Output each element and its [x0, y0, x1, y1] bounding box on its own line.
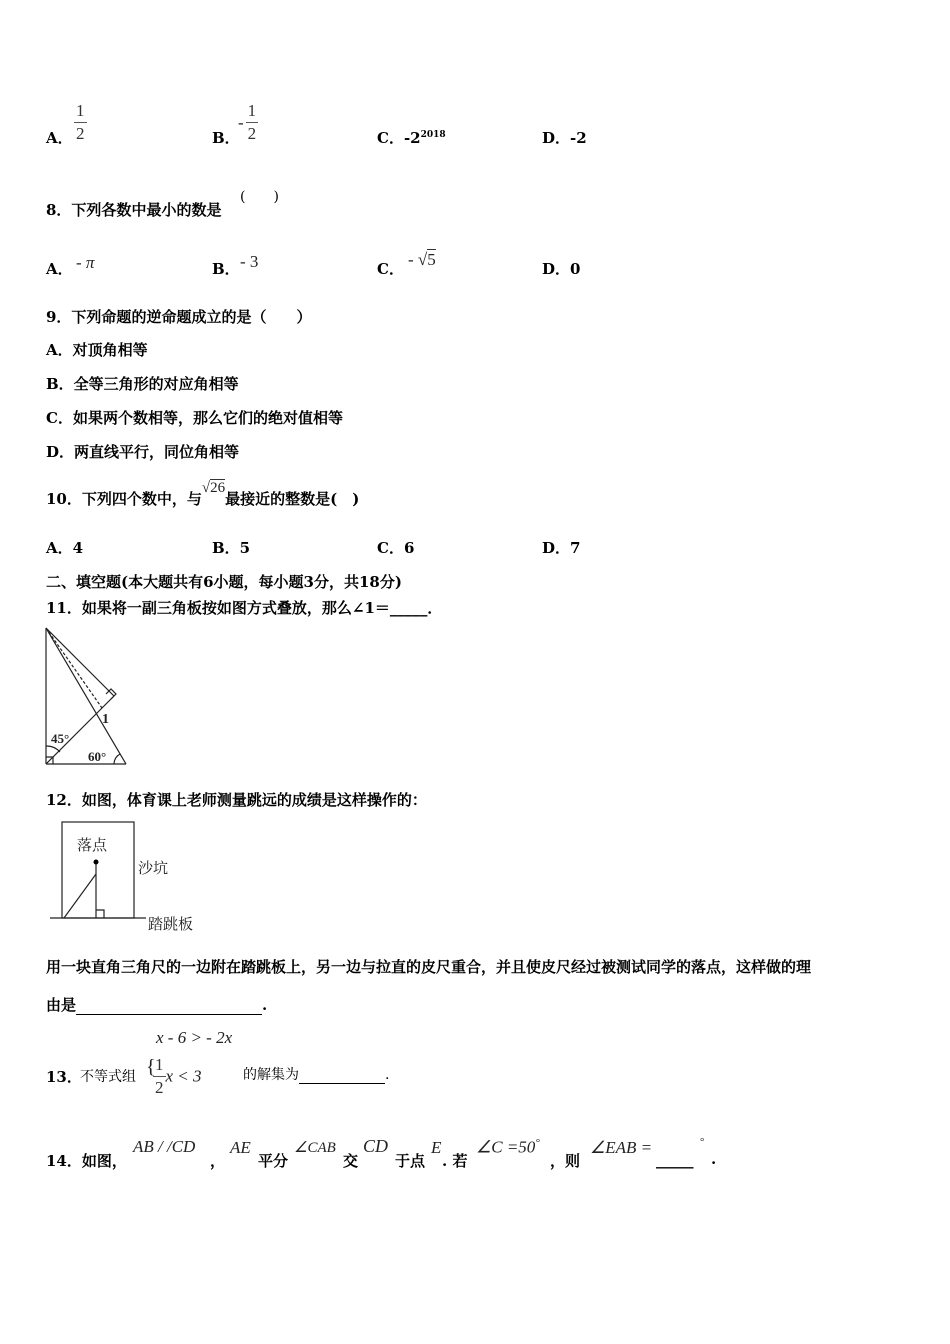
q13-pre: 不等式组: [80, 1069, 136, 1085]
q8-stem: 8．下列各数中最小的数是: [46, 201, 222, 219]
q8-option-a: A．: [46, 260, 73, 278]
q7-a-fraction: $\frac{1}{2}$: [76, 101, 85, 143]
q8-paren: ( ): [240, 189, 279, 205]
q14-angle-c: ∠C =50°: [476, 1137, 540, 1157]
fig-label-sand: 沙坑: [138, 859, 169, 877]
q14-angle-eab: ∠EAB =: [590, 1138, 653, 1157]
fig-label-45: 45°: [51, 731, 70, 746]
q8-option-d: D．0: [542, 260, 581, 278]
landing-point-dot: [94, 860, 99, 865]
fig-label-board: 踏跳板: [148, 915, 194, 933]
q13-ineq1: x - 6 > - 2x: [156, 1028, 233, 1047]
q14-cd: CD: [363, 1136, 389, 1156]
triangle-ruler-edge: [64, 874, 96, 918]
q7-option-b: B．: [212, 129, 240, 147]
q14-parallel: AB / /CD: [133, 1137, 196, 1156]
q10-radical: √26: [201, 480, 226, 496]
sqrt-icon: √: [417, 250, 428, 269]
option-label: A．: [46, 129, 73, 147]
q9-option-d: D．两直线平行，同位角相等: [46, 443, 240, 461]
q7-option-c: C．$-2^{2018}$: [377, 129, 446, 147]
q13-ineq2: $\frac{1}{2}$ x < 3: [155, 1055, 202, 1097]
period: .: [711, 1150, 717, 1168]
q12-text-line2: 由是 .: [46, 996, 268, 1014]
comma: ，: [210, 1152, 226, 1170]
fig-label-60: 60°: [88, 749, 107, 764]
q14-text: 于点: [395, 1152, 426, 1170]
q10-option-d: D．7: [542, 539, 581, 557]
q8-option-c: C．: [377, 260, 404, 278]
q14-text: 平分: [258, 1152, 289, 1170]
q7-option-a: [46, 127, 73, 148]
q8-c-value: - √5: [408, 250, 436, 269]
q14-angle-cab: ∠CAB: [294, 1140, 336, 1156]
q7-option-d: D．-2: [542, 129, 587, 147]
q13-number: 13．: [46, 1068, 82, 1086]
q14-number: 14．如图，: [46, 1152, 127, 1170]
answer-blank: [299, 1067, 385, 1084]
right-angle-mark: [106, 689, 116, 699]
q12-text-line1: 用一块直角三角尺的一边附在踏跳板上，另一边与拉直的皮尺重合，并且使皮尺经过被测试同学的落点，这样做的理: [46, 958, 812, 976]
q8-b-value: - 3: [240, 252, 259, 271]
q9-option-c: C．如果两个数相等，那么它们的绝对值相等: [46, 409, 343, 427]
q11-figure-set-squares: [40, 624, 140, 770]
q8-a-value: - π: [76, 253, 95, 272]
fig-dashed-line: [46, 628, 102, 708]
q12-stem: 12．如图，体育课上老师测量跳远的成绩是这样操作的：: [46, 791, 427, 809]
q14-text: 交: [343, 1152, 359, 1170]
q10-option-b: B．5: [212, 539, 251, 557]
q9-option-a: A．对顶角相等: [46, 341, 148, 359]
section-title: 二、填空题(本大题共有6小题，每小题3分，共18分): [46, 573, 402, 591]
q14-text: ，则: [550, 1152, 581, 1170]
q10-option-c: C．6: [377, 539, 415, 557]
fig-label-angle1: 1: [102, 712, 109, 727]
right-angle-mark: [96, 910, 104, 918]
q7-b-fraction: - $\frac{1}{2}$: [238, 101, 257, 143]
q10-stem: 10．下列四个数中，与√26最接近的整数是( ): [46, 480, 360, 508]
q12-figure-long-jump: [50, 818, 220, 940]
q9-option-b: B．全等三角形的对应角相等: [46, 375, 239, 393]
fig-label-landing: 落点: [77, 836, 108, 854]
answer-blank: _____: [656, 1151, 694, 1169]
q14-text: . 若: [442, 1152, 468, 1170]
q11-stem: 11．如果将一副三角板按如图方式叠放，那么∠1＝_____．: [46, 599, 443, 617]
q9-stem: 9．下列命题的逆命题成立的是（ ）: [46, 308, 312, 326]
degree-symbol: °: [700, 1136, 705, 1148]
sqrt-icon: √: [201, 480, 211, 496]
answer-blank: [76, 996, 262, 1015]
angle-arc: [46, 746, 60, 752]
q13-post: 的解集为 .: [243, 1067, 390, 1083]
angle-arc: [114, 754, 120, 764]
q14-e: E: [431, 1138, 442, 1157]
q14-ae: AE: [230, 1138, 251, 1157]
q8-option-b: B．: [212, 260, 240, 278]
system-brace-icon: {: [146, 1056, 156, 1078]
q10-option-a: A．4: [46, 539, 84, 557]
